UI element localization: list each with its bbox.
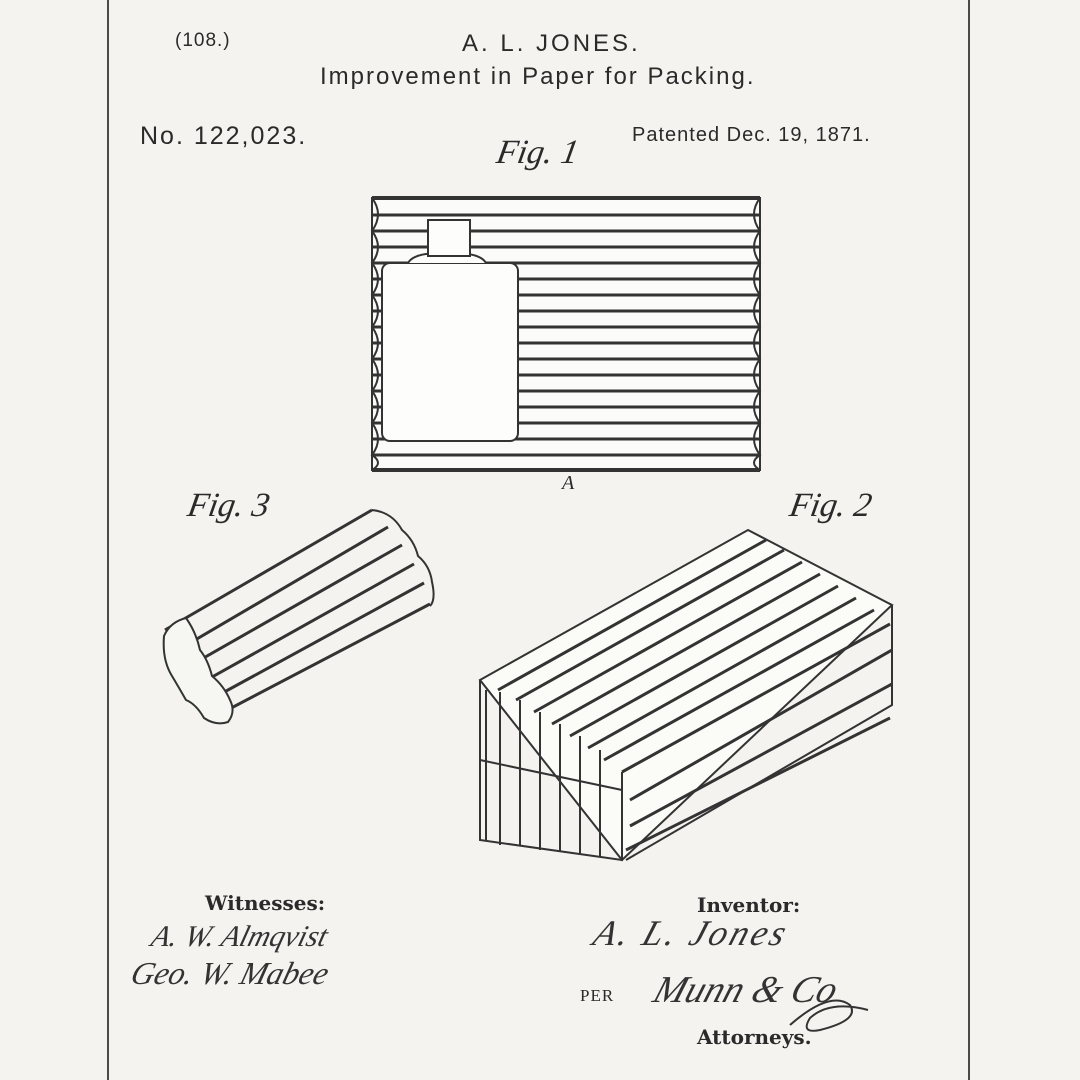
reference-a-label: A: [562, 472, 575, 494]
witness-2-signature: Geo. W. Mabee: [127, 955, 334, 991]
patent-date: Patented Dec. 19, 1871.: [632, 124, 871, 146]
inventor-signature: A. L. Jones: [588, 913, 795, 953]
fig-2-drawing: [480, 530, 892, 860]
attorneys-label: Attorneys.: [697, 1025, 812, 1049]
inventor-name: A. L. JONES.: [462, 30, 641, 57]
patent-number: No. 122,023.: [140, 122, 308, 150]
fig-3-label: Fig. 3: [184, 487, 273, 524]
patent-title: Improvement in Paper for Packing.: [320, 63, 756, 90]
witnesses-label: Witnesses:: [205, 891, 326, 915]
serial-number: (108.): [175, 30, 231, 51]
bottle-body: [382, 263, 518, 441]
inventor-label: Inventor:: [697, 893, 801, 917]
fig-1-label: Fig. 1: [493, 134, 582, 171]
attorney-signature: Munn & Co: [648, 969, 844, 1011]
fig-3-drawing: [164, 510, 434, 723]
bottle-neck: [428, 220, 470, 256]
witness-1-signature: A. W. Almqvist: [147, 920, 332, 953]
fig-1-drawing: [372, 198, 760, 470]
per-label: PER: [580, 986, 615, 1005]
fig-2-label: Fig. 2: [786, 487, 875, 524]
